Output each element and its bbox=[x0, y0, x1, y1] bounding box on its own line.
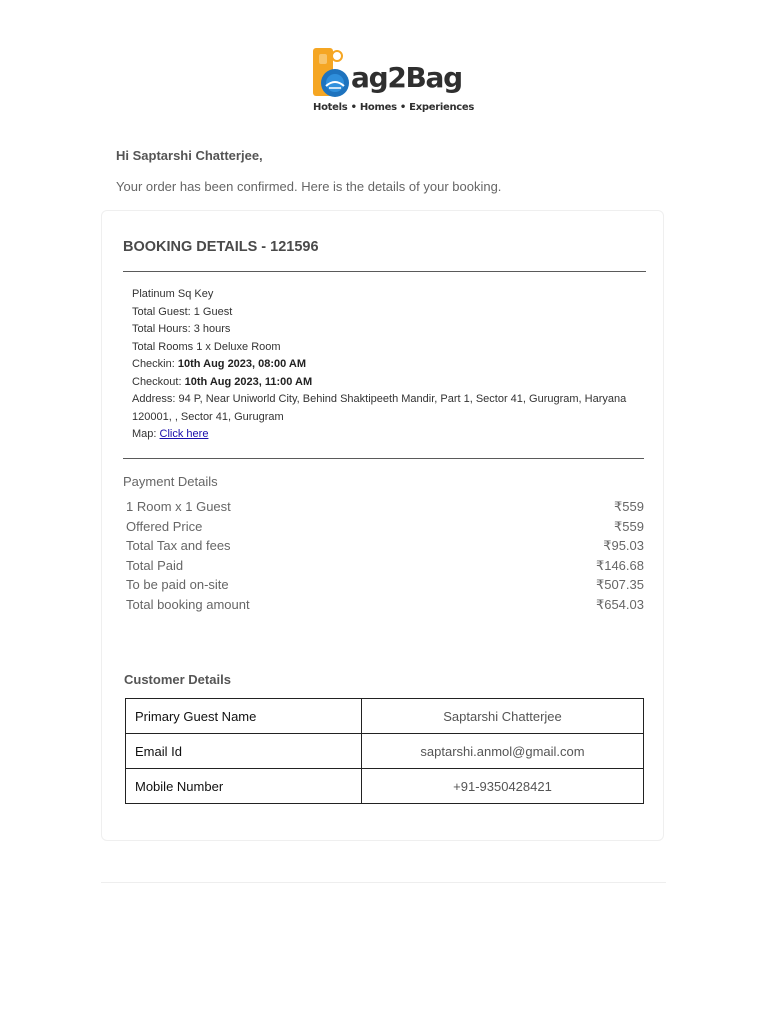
greeting: Hi Saptarshi Chatterjee, bbox=[116, 148, 263, 163]
checkout-value: 10th Aug 2023, 11:00 AM bbox=[184, 375, 313, 388]
payment-value: ₹95.03 bbox=[603, 538, 644, 554]
checkout-row bbox=[132, 374, 646, 392]
table-row bbox=[126, 734, 644, 769]
logo-wordmark: ag2Bag bbox=[351, 61, 462, 94]
bag2bag-logo-icon bbox=[311, 48, 351, 100]
payment-label: Total Tax and fees bbox=[126, 538, 231, 554]
divider bbox=[123, 458, 644, 459]
customer-label: Mobile Number bbox=[126, 769, 362, 804]
customer-details-title: Customer Details bbox=[124, 672, 231, 687]
table-row bbox=[126, 699, 644, 734]
booking-title: BOOKING DETAILS - 121596 bbox=[123, 239, 319, 255]
customer-value: Saptarshi Chatterjee bbox=[362, 699, 644, 734]
payment-row bbox=[126, 536, 644, 556]
payment-value: ₹559 bbox=[614, 499, 644, 514]
payment-row bbox=[126, 575, 644, 595]
checkin-label: Checkin: bbox=[132, 358, 175, 370]
payment-value: ₹146.68 bbox=[595, 557, 644, 573]
payment-value: ₹654.03 bbox=[595, 596, 644, 612]
payment-value: ₹559 bbox=[614, 518, 644, 534]
payment-label: Total booking amount bbox=[126, 596, 250, 612]
payment-label: Offered Price bbox=[126, 518, 203, 534]
property-name: Platinum Sq Key bbox=[132, 288, 214, 300]
customer-label: Email Id bbox=[126, 734, 362, 769]
customer-table bbox=[125, 698, 644, 804]
address: Address: 94 P, Near Uniworld City, Behind Shaktipeeth Mandir, Part 1, Sector 41, Gurugram, Haryana 120001, , Sector 41, Gurugram bbox=[132, 393, 627, 423]
total-guest: Total Guest: 1 Guest bbox=[132, 305, 233, 318]
divider bbox=[123, 271, 646, 272]
payment-label: Total Paid bbox=[126, 557, 184, 573]
map-label: Map: bbox=[132, 428, 157, 440]
checkin-value: 10th Aug 2023, 08:00 AM bbox=[177, 358, 307, 370]
total-hours: Total Hours: 3 hours bbox=[132, 323, 231, 335]
total-rooms: Total Rooms 1 x Deluxe Room bbox=[132, 340, 281, 353]
booking-details bbox=[132, 286, 646, 444]
payment-row bbox=[126, 556, 644, 576]
payment-label: 1 Room x 1 Guest bbox=[126, 499, 231, 514]
checkout-label: Checkout: bbox=[132, 375, 182, 388]
map-link[interactable]: Click here bbox=[159, 428, 209, 440]
payment-label: To be paid on-site bbox=[126, 577, 229, 593]
payment-row bbox=[126, 497, 644, 517]
intro-text: Your order has been confirmed. Here is the details of your booking. bbox=[116, 179, 502, 194]
checkin-row bbox=[132, 356, 646, 374]
map-row bbox=[132, 426, 646, 444]
payment-table bbox=[126, 497, 644, 615]
footer-divider bbox=[101, 882, 666, 883]
logo-tagline: Hotels • Homes • Experiences bbox=[313, 102, 475, 113]
customer-value: saptarshi.anmol@gmail.com bbox=[362, 734, 644, 769]
payment-details-title: Payment Details bbox=[123, 474, 218, 489]
payment-row bbox=[126, 517, 644, 537]
customer-label: Primary Guest Name bbox=[126, 699, 362, 734]
payment-value: ₹507.35 bbox=[595, 577, 644, 593]
customer-value: +91-9350428421 bbox=[362, 769, 644, 804]
table-row bbox=[126, 769, 644, 804]
booking-card bbox=[101, 210, 664, 841]
payment-row bbox=[126, 595, 644, 615]
bag2bag-logo bbox=[311, 48, 475, 118]
